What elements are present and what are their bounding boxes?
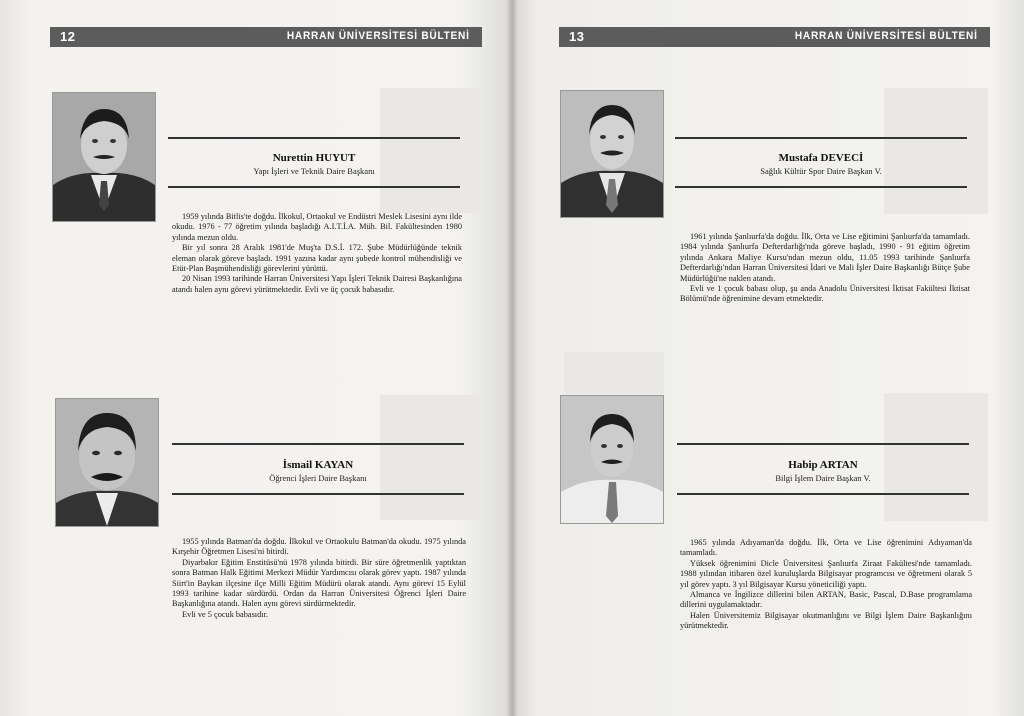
show-through-ghost <box>884 393 988 521</box>
header-title: HARRAN ÜNİVERSİTESİ BÜLTENİ <box>795 30 978 42</box>
profile-bio <box>680 232 970 305</box>
show-through-ghost <box>380 88 482 213</box>
right-page-header <box>559 27 990 47</box>
bio-paragraph: Almanca ve İngilizce dillerini bilen ARTAN, Basic, Pascal, D.Base programlama dillerini uygulamaktadır. <box>680 590 972 610</box>
profile-name: Mustafa DEVECİ <box>778 152 864 164</box>
show-through-ghost <box>564 352 664 394</box>
divider-line <box>172 493 464 495</box>
page-number: 13 <box>569 29 585 44</box>
divider-line <box>168 137 460 139</box>
bio-paragraph: Diyarbakır Eğitim Enstitüsü'nü 1978 yılında bitirdi. Bir süre öğretmenlik yaptıktan sonra Batman Halk Eğitimi Merkezi Müdür Yardımcısı olarak görev yaptı. 1987 yılında Siirt'in Baykan ilçesine ilçe Milli Eğitim Müdürü olarak atandı. Aynı görevi 15 Eylül 1993 tarihine kadar sürdürdü. Ordan da Harran Üniversitesi Öğrenci İşleri Daire Başkanlığına atandı. Halen aynı görevi sürdürmektedir. <box>172 557 466 609</box>
profile-role: Öğrenci İşleri Daire Başkanı <box>269 473 367 483</box>
book-fold-shadow <box>506 0 518 716</box>
profile-bio <box>172 537 466 620</box>
divider-line <box>675 137 967 139</box>
bio-paragraph: 1965 yılında Adıyaman'da doğdu. İlk, Orta ve Lise öğrenimini Adıyaman'da tamamladı. <box>680 538 972 558</box>
bio-paragraph: Halen Üniversitemiz Bilgisayar okutmanlığını ve Bilgi İşlem Daire Başkanlığını yürütmektedir. <box>680 610 972 631</box>
portrait-photo <box>560 90 664 218</box>
bio-paragraph: Evli ve 1 çocuk babası olup, şu anda Anadolu Üniversitesi İktisat Fakültesi İktisat Bölümü'nde öğrenimine devam etmektedir. <box>680 284 970 304</box>
bio-paragraph: Evli ve 5 çocuk babasıdır. <box>182 609 268 619</box>
bio-paragraph: 20 Nisan 1993 tarihinde Harran Üniversitesi Yapı İşleri Teknik Dairesi Başkanlığına atandı halen aynı görevi yürütmektedir. Evli ve üç çocuk babasıdır. <box>172 274 462 294</box>
profile-name: Nurettin HUYUT <box>272 152 356 164</box>
bio-paragraph: 1959 yılında Bitlis'te doğdu. İlkokul, Ortaokul ve Endüstri Meslek Lisesini aynı ilde okudu. 1976 - 77 öğretim yılında başladığı A.I.T.İ.A. Müh. Bil. Fakültesinden 1980 yılında mezun oldu. <box>172 212 462 242</box>
bio-paragraph: Bir yıl sonra 28 Aralık 1981'de Muş'ta D.S.İ. 172. Şube Müdürlüğünde teknik eleman olarak göreve başladı. 1991 yazına kadar aynı şubede kontrol mühendisliği ve Etüt-Plan Başmühendisliği görevlerini yürüttü. <box>172 243 462 274</box>
portrait-photo <box>55 398 159 527</box>
left-page-header <box>50 27 482 47</box>
divider-line <box>677 493 969 495</box>
profile-role: Sağlık Kültür Spor Daire Başkan V. <box>760 166 882 176</box>
page-number: 12 <box>60 29 76 44</box>
portrait-photo <box>52 92 156 222</box>
divider-line <box>677 443 969 445</box>
profile-bio <box>680 538 972 632</box>
divider-line <box>675 186 967 188</box>
portrait-photo <box>560 395 664 524</box>
profile-bio <box>172 212 462 295</box>
header-title: HARRAN ÜNİVERSİTESİ BÜLTENİ <box>287 30 470 42</box>
bio-paragraph: 1961 yılında Şanlıurfa'da doğdu. İlk, Orta ve Lise eğitimini Şanlıurfa'da tamamladı. 1984 yılında Şanlıurfa Defterdarlığı'nda göreve başladı, 1990 - 91 eğitim öğretim yılında Ankara Maliye Kursu'ndan mezun oldu, 11.05 1993 tarihinde Şanlıurfa Defterdarlığı'ndan Harran Üniversitesi İdari ve Mali İşler Daire Başkanlığı Bütçe Şube Müdürlüğü'ne naklen atandı. <box>680 232 970 283</box>
show-through-ghost <box>380 395 482 520</box>
profile-role: Bilgi İşlem Daire Başkan V. <box>775 473 871 483</box>
right-page <box>512 0 1024 716</box>
divider-line <box>172 443 464 445</box>
bio-paragraph: 1955 yılında Batman'da doğdu. İlkokul ve Ortaokulu Batman'da okudu. 1975 yılında Kırşehir Öğretmen Lisesi'ni bitirdi. <box>172 537 466 557</box>
divider-line <box>168 186 460 188</box>
bio-paragraph: Yüksek öğrenimini Dicle Üniversitesi Şanlıurfa Ziraat Fakültesi'nde tamamladı. 1988 yılından itibaren özel kuruluşlarda Bilgisayar programcısı ve öğretmeni olarak 5 yıl görev yaptı. 3 yıl Bilgisayar Kursu yöneticiliği yaptı. <box>680 558 972 589</box>
show-through-ghost <box>884 88 988 214</box>
profile-name: Habip ARTAN <box>788 459 858 471</box>
profile-role: Yapı İşleri ve Teknik Daire Başkanı <box>253 166 375 176</box>
profile-name: İsmail KAYAN <box>282 459 354 471</box>
